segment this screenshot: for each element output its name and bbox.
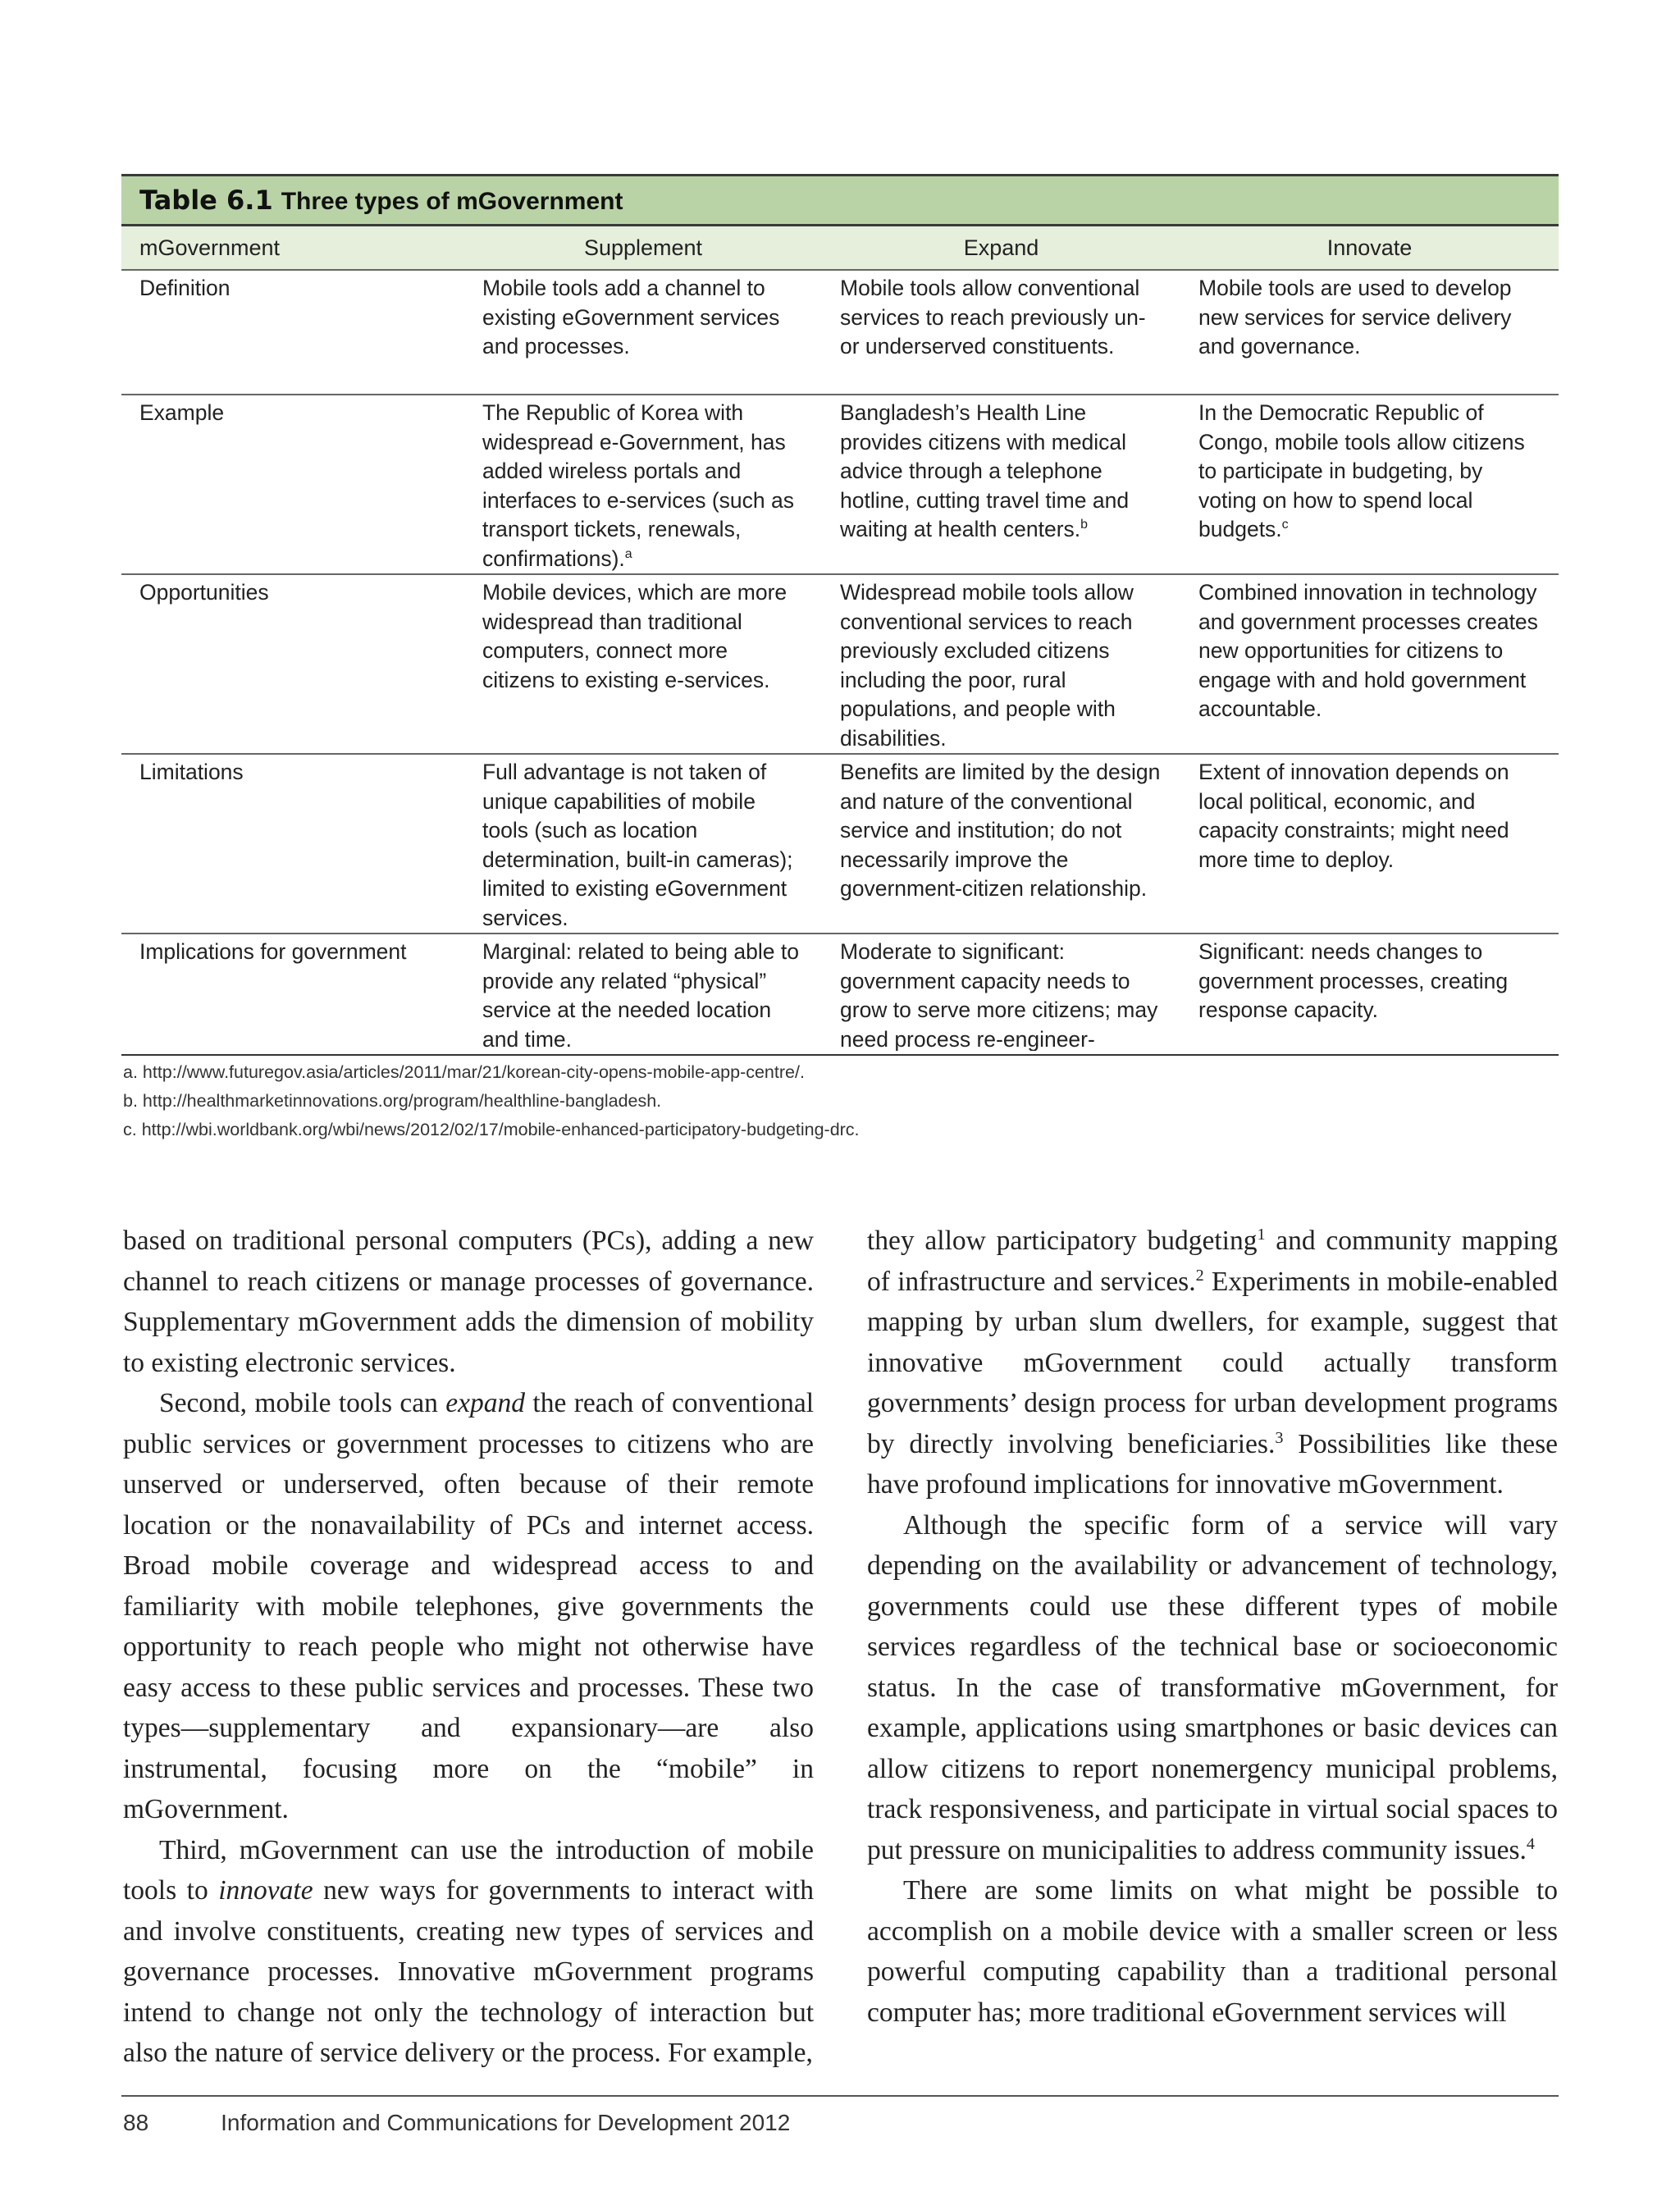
footnote-ref: b (1080, 518, 1088, 532)
cell-text: In the Democratic Republic of Congo, mobile tools allow citizens to participate in budgeting, by voting on how to spend local budgets. (1198, 400, 1525, 541)
row-label: Limitations (121, 754, 464, 934)
table-row-limitations (121, 754, 1559, 934)
paragraph (123, 1830, 814, 2074)
page-footer (123, 2110, 790, 2136)
row-label: Implications for government (121, 934, 464, 1055)
table-row-implications (121, 934, 1559, 1055)
column-header: Innovate (1180, 226, 1559, 270)
table-row-opportunities (121, 574, 1559, 754)
table-number: Table 6.1 (139, 185, 273, 216)
emphasis: expand (445, 1388, 526, 1418)
footnote-ref: 3 (1275, 1428, 1284, 1447)
table-cell (1180, 395, 1559, 574)
table-cell: Mobile tools add a channel to existing eGovernment services and processes. (482, 276, 780, 358)
text-run: and community mapping of infrastructure and services. (867, 1226, 1559, 1297)
text-run: they allow participatory budgeting (867, 1226, 1258, 1256)
table-cell: Widespread mobile tools allow conventional services to reach previously excluded citizens including the poor, rural populations, and people with disabilities. (822, 574, 1180, 754)
text-run: new ways for governments to interact with and involve constituents, creating new types of services and governance processes. Innovative mGovernment programs intend to change not only the technology of interaction but also the nature of service delivery or the process. For example, (123, 1875, 814, 2068)
paragraph: based on traditional personal computers (PCs), adding a new channel to reach citizens or manage processes of governance. Supplementary mGovernment adds the dimension of mobility to existing electronic services. (123, 1226, 814, 1378)
emphasis: innovate (218, 1875, 313, 1906)
text-run: Possibilities like these have profound implications for innovative mGovernment. (867, 1428, 1558, 1500)
table-cell: Mobile tools allow conventional services to reach previously un- or underserved constituents. (840, 276, 1146, 358)
row-label: Opportunities (121, 574, 464, 754)
cell-text: Marginal: related to being able to provide any related “physical” service at the needed location and time. (482, 939, 799, 1051)
table-title (121, 174, 1559, 226)
text-run: Experiments in mobile-enabled mapping by urban slum dwellers, for example, suggest that innovative mGovernment could actually transform governments’ design process for urban development programs by directly involving beneficiaries. (867, 1266, 1559, 1459)
footnote-ref: 2 (1195, 1266, 1204, 1285)
footnote-ref: 1 (1257, 1225, 1266, 1244)
mgovernment-table (121, 226, 1559, 1056)
row-label: Definition (139, 276, 231, 300)
cell-text: Moderate to significant: government capacity needs to grow to serve more citizens; may need process re-engineer- (840, 939, 1158, 1051)
table-note: b. http://healthmarketinnovations.org/program/healthline-bangladesh. (123, 1091, 662, 1111)
table-cell (1180, 934, 1559, 1055)
table-cell: Combined innovation in technology and government processes creates new opportunities for citizens to engage with and hold government accountable. (1180, 574, 1559, 754)
page-number: 88 (123, 2110, 149, 2135)
footnote-ref: 4 (1526, 1834, 1535, 1853)
paragraph (123, 1383, 814, 1830)
footer-rule (121, 2095, 1559, 2097)
text-run: Although the specific form of a service will vary depending on the availability or advancement of technology, governments could use these different types of mobile services regardless of the technical base or socioeconomic status. In the case of transformative mGovernment, for example, applications using smartphones or basic devices can allow citizens to report nonemergency municipal problems, track responsiveness, and participate in virtual social spaces to put pressure on municipalities to address community issues. (867, 1509, 1558, 1865)
row-label: Example (121, 395, 464, 574)
table-cell: Mobile devices, which are more widespread than traditional computers, connect more citizens to existing e-services. (464, 574, 822, 754)
cell-text: The Republic of Korea with widespread e-Government, has added wireless portals and interfaces to e-services (such as transport tickets, renewals, confirmations). (482, 400, 794, 571)
footnote-ref: c (1281, 518, 1289, 532)
cell-text: Bangladesh’s Health Line provides citizens with medical advice through a telephone hotline, cutting travel time and waiting at health centers. (840, 400, 1130, 541)
table-note: c. http://wbi.worldbank.org/wbi/news/2012/02/17/mobile-enhanced-participatory-budgeting-drc. (123, 1120, 860, 1139)
running-title: Information and Communications for Development 2012 (221, 2110, 791, 2135)
text-run: Second, mobile tools can (159, 1388, 446, 1418)
column-header: Supplement (464, 226, 822, 270)
table-cell (822, 934, 1180, 1055)
table-note: a. http://www.futuregov.asia/articles/2011/mar/21/korean-city-opens-mobile-app-centre/. (123, 1062, 805, 1082)
table-cell: Extent of innovation depends on local political, economic, and capacity constraints; might need more time to deploy. (1180, 754, 1559, 934)
table-row-example (121, 395, 1559, 574)
paragraph (867, 1221, 1558, 1505)
body-column-left (123, 1221, 814, 2074)
column-header: mGovernment (121, 226, 464, 270)
table-cell: Full advantage is not taken of unique capabilities of mobile tools (such as location determination, built-in cameras); limited to existing eGovernment services. (464, 754, 822, 934)
footnote-ref: a (624, 546, 632, 561)
table-cell (464, 395, 822, 574)
body-column-right (867, 1221, 1558, 2033)
table-cell (464, 934, 822, 1055)
table-notes (123, 1058, 1559, 1144)
table-header-row (121, 226, 1559, 270)
table-cell (822, 395, 1180, 574)
text-run: Third, mGovernment can use the introduction of mobile tools to (123, 1834, 814, 1906)
column-header: Expand (822, 226, 1180, 270)
table-cell: Mobile tools are used to develop new services for service delivery and governance. (1198, 276, 1512, 358)
paragraph: There are some limits on what might be possible to accomplish on a mobile device with a smaller screen or less powerful computing capability than a traditional personal computer has; more traditional eGovernment services will (867, 1875, 1558, 2028)
cell-text: Significant: needs changes to government processes, creating response capacity. (1198, 939, 1509, 1022)
table-6-1 (121, 174, 1559, 1056)
table-title-text: Three types of mGovernment (281, 188, 623, 215)
text-run: the reach of conventional public services or government processes to citizens who are unserved or underserved, often because of their remote location or the nonavailability of PCs and internet access. Broad mobile coverage and widespread access to and familiarity with mobile telephones, give governments the opportunity to reach people who might not otherwise have easy access to these public services and processes. These two types—supplementary and expansionary—are also instrumental, focusing more on the “mobile” in mGovernment. (123, 1388, 814, 1824)
table-cell: Benefits are limited by the design and nature of the conventional service and institution; do not necessarily improve the government-citizen relationship. (822, 754, 1180, 934)
paragraph (867, 1505, 1558, 1871)
table-row-definition (121, 270, 1559, 395)
